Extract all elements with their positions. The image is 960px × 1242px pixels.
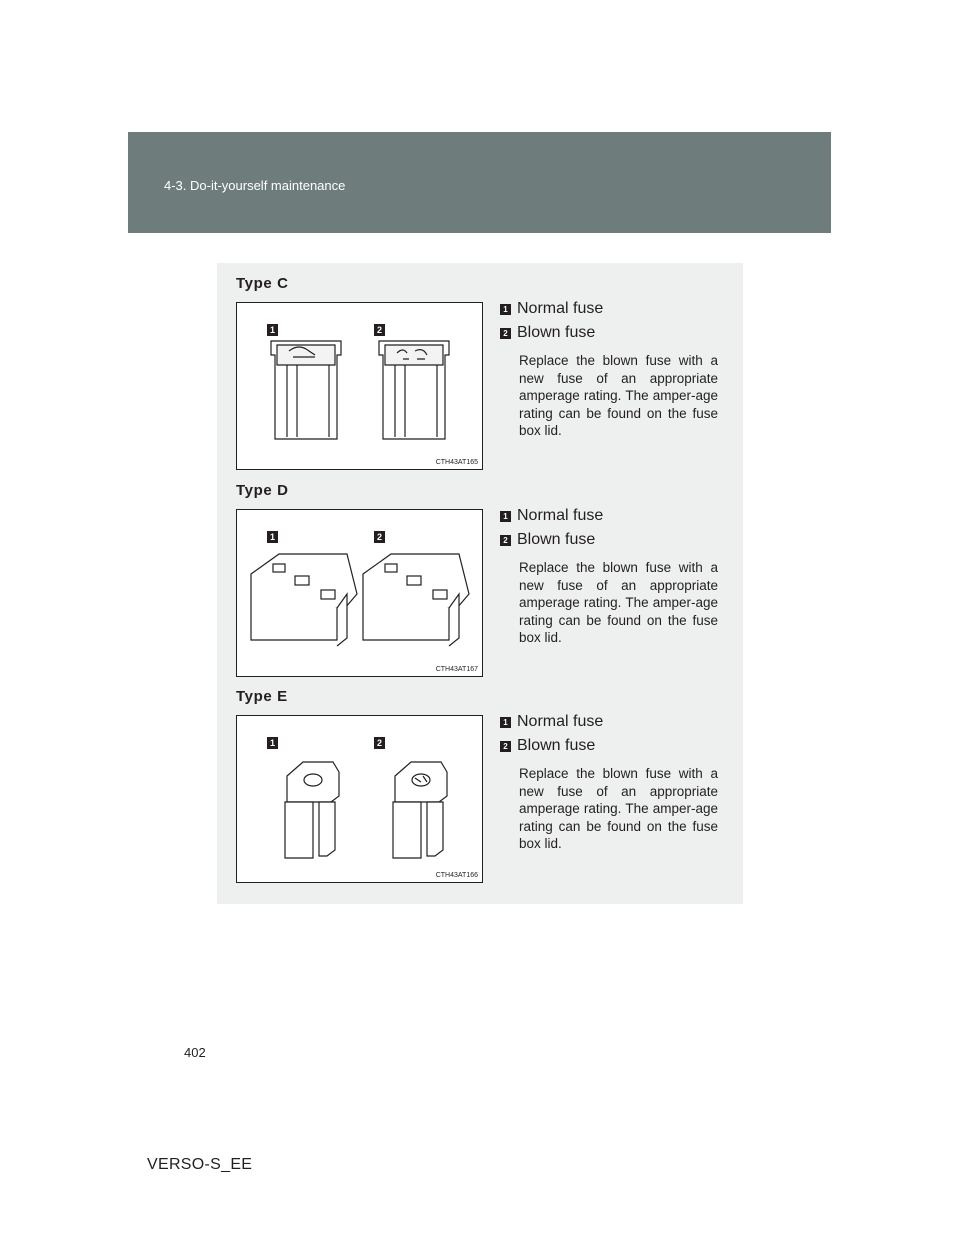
figure-code: CTH43AT166 <box>435 872 478 879</box>
legend-blown-fuse <box>500 737 595 755</box>
box-fuse-drawing <box>237 510 484 678</box>
fuse-illustration-type-d <box>236 509 483 677</box>
legend-normal-fuse <box>500 300 603 318</box>
replacement-instructions: Replace the blown fuse with a new fuse of an appropriate amperage rating. The amper-age rating can be found on the fuse box lid. <box>519 353 718 438</box>
legend-blown-fuse <box>500 531 595 549</box>
legend-normal-fuse <box>500 713 603 731</box>
section-title: Type E <box>236 688 288 705</box>
legend-label: Blown fuse <box>517 324 596 341</box>
callout-badge-2: 2 <box>374 737 385 749</box>
legend-blown-fuse <box>500 324 595 342</box>
callout-badge-2: 2 <box>374 531 385 543</box>
legend-number-2: 2 <box>500 328 511 339</box>
section-title: Type C <box>236 275 289 292</box>
legend-number-2: 2 <box>500 741 511 752</box>
legend-label: Blown fuse <box>517 737 596 754</box>
chapter-header <box>128 132 831 233</box>
section-title: Type D <box>236 482 289 499</box>
figure-code: CTH43AT167 <box>435 666 478 673</box>
cartridge-fuse-drawing <box>237 303 484 471</box>
callout-badge-2: 2 <box>374 324 385 336</box>
bolt-fuse-drawing <box>237 716 484 884</box>
legend-number-2: 2 <box>500 535 511 546</box>
callout-badge-1: 1 <box>267 737 278 749</box>
fuse-illustration-type-e <box>236 715 483 883</box>
legend-label: Normal fuse <box>517 507 604 524</box>
replacement-instructions: Replace the blown fuse with a new fuse of an appropriate amperage rating. The amper-age rating can be found on the fuse box lid. <box>519 766 718 851</box>
fuse-illustration-type-c <box>236 302 483 470</box>
legend-number-1: 1 <box>500 511 511 522</box>
legend-label: Blown fuse <box>517 531 596 548</box>
manual-code: VERSO-S_EE <box>147 1156 253 1173</box>
replacement-instructions: Replace the blown fuse with a new fuse of an appropriate amperage rating. The amper-age rating can be found on the fuse box lid. <box>519 560 718 645</box>
legend-label: Normal fuse <box>517 300 604 317</box>
legend-number-1: 1 <box>500 717 511 728</box>
legend-normal-fuse <box>500 507 603 525</box>
legend-number-1: 1 <box>500 304 511 315</box>
chapter-title: 4-3. Do-it-yourself maintenance <box>164 178 346 193</box>
page-number: 402 <box>184 1045 206 1060</box>
figure-code: CTH43AT165 <box>435 459 478 466</box>
fuse-types-panel <box>217 263 743 904</box>
callout-badge-1: 1 <box>267 324 278 336</box>
legend-label: Normal fuse <box>517 713 604 730</box>
callout-badge-1: 1 <box>267 531 278 543</box>
